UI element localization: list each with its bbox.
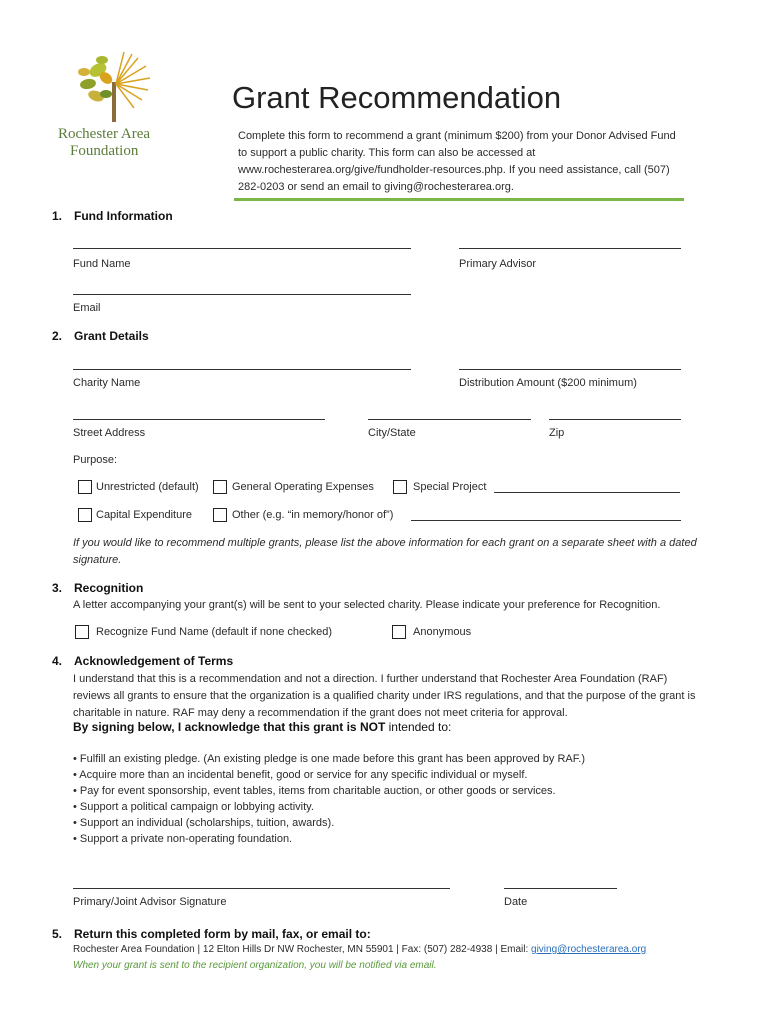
street-address-input[interactable] bbox=[73, 419, 325, 420]
section3-title: Recognition bbox=[74, 581, 144, 595]
foundation-logo bbox=[58, 52, 168, 162]
intro-text: Complete this form to recommend a grant (minimum $200) from your Donor Advised Fund to support a public charity. This form can also be accessed at www.rochesterarea.org/give/fundholder-resources.php. If you need assistance, call (507) 282-0203 or send an email to giving@rochesterarea.org. bbox=[238, 130, 676, 193]
capital-expenditure-checkbox[interactable] bbox=[78, 508, 92, 522]
logo-name-line1: Rochester Area bbox=[58, 126, 151, 142]
multiple-grants-note: If you would like to recommend multiple grants, please list the above information for each grant on a separate sheet with a dated signature. bbox=[73, 537, 697, 566]
city-state-input[interactable] bbox=[368, 419, 531, 420]
acknowledge-heading bbox=[73, 720, 451, 734]
bullet-item: • Fulfill an existing pledge. (An existing pledge is one made before this grant has been approved by RAF.) bbox=[73, 753, 585, 765]
city-state-label: City/State bbox=[368, 427, 416, 439]
charity-name-label: Charity Name bbox=[73, 377, 141, 389]
special-project-label: Special Project bbox=[413, 481, 487, 493]
section4-title: Acknowledgement of Terms bbox=[74, 654, 234, 668]
purpose-label: Purpose: bbox=[73, 454, 118, 466]
street-address-label: Street Address bbox=[73, 427, 146, 439]
general-operating-label: General Operating Expenses bbox=[232, 481, 374, 493]
section2-title: Grant Details bbox=[74, 329, 149, 343]
notification-note: When your grant is sent to the recipient organization, you will be notified via email. bbox=[73, 960, 437, 971]
bullet-item: • Pay for event sponsorship, event tables, items from charitable auction, or other goods or services. bbox=[73, 785, 556, 797]
anonymous-checkbox[interactable] bbox=[392, 625, 406, 639]
return-address bbox=[73, 944, 646, 955]
section5-number: 5. bbox=[52, 927, 63, 941]
acknowledge-not: NOT bbox=[359, 720, 386, 734]
page-title: Grant Recommendation bbox=[232, 80, 562, 115]
date-label: Date bbox=[504, 896, 528, 908]
bullet-item: • Acquire more than an incidental benefit, good or service for any specific individual or myself. bbox=[73, 769, 528, 781]
other-checkbox[interactable] bbox=[213, 508, 227, 522]
section3-number: 3. bbox=[52, 581, 63, 595]
special-project-checkbox[interactable] bbox=[393, 480, 407, 494]
bullet-item: • Support an individual (scholarships, tuition, awards). bbox=[73, 817, 335, 829]
section2-number: 2. bbox=[52, 329, 63, 343]
return-address-text: Rochester Area Foundation | 12 Elton Hills Dr NW Rochester, MN 55901 | Fax: (507) 282-4938 | Email: bbox=[73, 944, 532, 955]
charity-name-input[interactable] bbox=[73, 369, 411, 370]
capital-expenditure-label: Capital Expenditure bbox=[96, 509, 193, 521]
fund-name-input[interactable] bbox=[73, 248, 411, 249]
signature-label: Primary/Joint Advisor Signature bbox=[73, 896, 227, 908]
other-input[interactable] bbox=[411, 520, 681, 521]
zip-label: Zip bbox=[549, 427, 565, 439]
recognize-fund-checkbox[interactable] bbox=[75, 625, 89, 639]
signature-input[interactable] bbox=[73, 888, 450, 889]
recognition-text: A letter accompanying your grant(s) will be sent to your selected charity. Please indicate your preference for Recognition. bbox=[73, 599, 661, 611]
general-operating-checkbox[interactable] bbox=[213, 480, 227, 494]
other-label: Other (e.g. “in memory/honor of”) bbox=[232, 509, 394, 521]
unrestricted-checkbox[interactable] bbox=[78, 480, 92, 494]
logo-name-line2: Foundation bbox=[70, 143, 139, 159]
terms-text: I understand that this is a recommendation and not a direction. I further understand that Rochester Area Foundation (RAF) reviews all grants to ensure that the organization is a qualified charity under IRS regulations, and that the purpose of the grant is charitable in nature. RAF may deny a recommendation if the grant does not meet criteria for approval. bbox=[73, 673, 696, 719]
primary-advisor-input[interactable] bbox=[459, 248, 681, 249]
email-input[interactable] bbox=[73, 294, 411, 295]
header-divider bbox=[234, 198, 684, 201]
date-input[interactable] bbox=[504, 888, 617, 889]
fund-name-label: Fund Name bbox=[73, 258, 131, 270]
return-email-link[interactable]: giving@rochesterarea.org bbox=[531, 944, 647, 955]
acknowledge-suffix: intended to: bbox=[385, 720, 452, 734]
acknowledge-prefix: By signing below, I acknowledge that this grant is bbox=[73, 720, 360, 734]
zip-input[interactable] bbox=[549, 419, 681, 420]
special-project-input[interactable] bbox=[494, 492, 680, 493]
distribution-amount-input[interactable] bbox=[459, 369, 681, 370]
distribution-amount-label: Distribution Amount ($200 minimum) bbox=[459, 377, 637, 389]
section1-title: Fund Information bbox=[74, 209, 173, 223]
section5-title: Return this completed form by mail, fax, or email to: bbox=[74, 927, 371, 941]
tree-icon bbox=[68, 52, 158, 124]
section4-number: 4. bbox=[52, 654, 63, 668]
bullet-item: • Support a political campaign or lobbying activity. bbox=[73, 801, 314, 813]
bullet-item: • Support a private non-operating foundation. bbox=[73, 833, 293, 845]
anonymous-label: Anonymous bbox=[413, 626, 472, 638]
section1-number: 1. bbox=[52, 209, 63, 223]
email-label: Email bbox=[73, 302, 101, 314]
unrestricted-label: Unrestricted (default) bbox=[96, 481, 199, 493]
primary-advisor-label: Primary Advisor bbox=[459, 258, 537, 270]
recognize-fund-label: Recognize Fund Name (default if none checked) bbox=[96, 626, 333, 638]
